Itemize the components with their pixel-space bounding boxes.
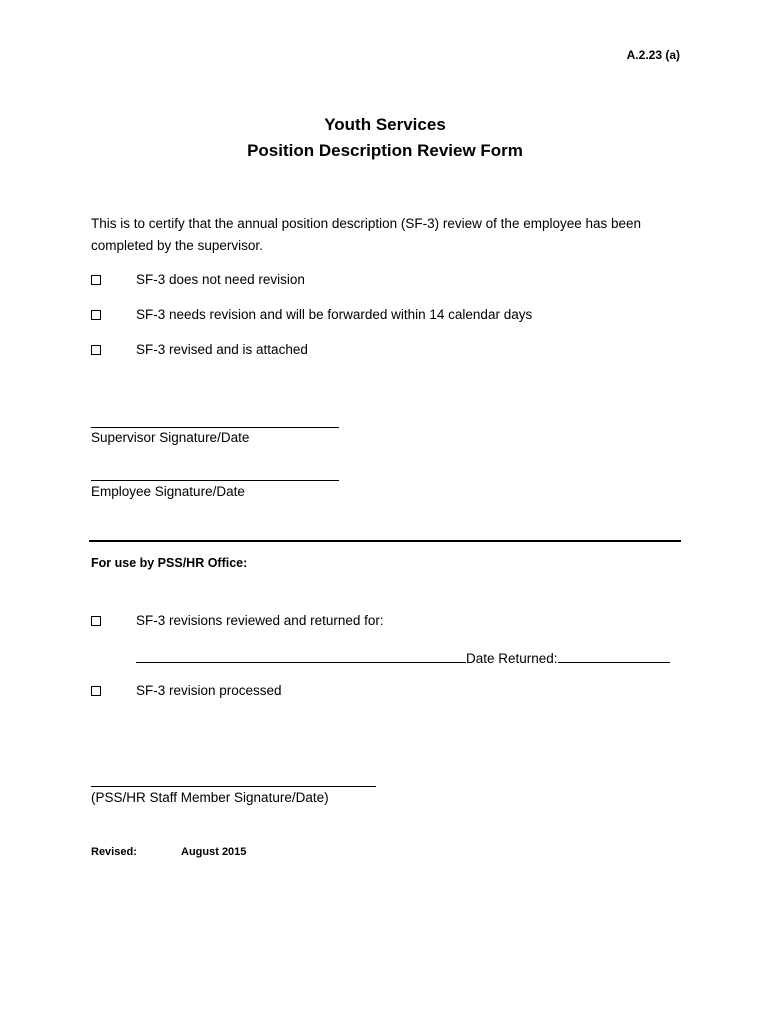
option-label: SF-3 needs revision and will be forwarded within 14 calendar days <box>136 307 533 322</box>
form-title-line1: Youth Services <box>324 115 446 134</box>
form-title-line2: Position Description Review Form <box>247 141 523 160</box>
returned-for-field[interactable] <box>136 647 466 663</box>
section-divider <box>89 540 681 542</box>
checkbox-revision-processed[interactable] <box>91 686 101 696</box>
revised-date: August 2015 <box>181 846 247 858</box>
returned-for-row <box>136 647 670 667</box>
office-section-heading: For use by PSS/HR Office: <box>91 556 248 570</box>
form-code: A.2.23 (a) <box>626 48 680 62</box>
option-label: SF-3 revisions reviewed and returned for: <box>136 613 384 628</box>
checkbox-needs-revision[interactable] <box>91 310 101 320</box>
option-label: SF-3 does not need revision <box>136 272 305 287</box>
staff-signature-label: (PSS/HR Staff Member Signature/Date) <box>91 790 329 805</box>
supervisor-signature-line[interactable] <box>91 427 339 428</box>
staff-signature-line[interactable] <box>91 786 376 787</box>
revised-label: Revised: <box>91 846 137 858</box>
option-label: SF-3 revision processed <box>136 683 282 698</box>
certification-text: This is to certify that the annual position description (SF-3) review of the employee has been completed by the supervisor. <box>91 216 642 253</box>
checkbox-reviewed-returned[interactable] <box>91 616 101 626</box>
checkbox-no-revision[interactable] <box>91 275 101 285</box>
date-returned-label: Date Returned: <box>466 651 558 666</box>
employee-signature-label: Employee Signature/Date <box>91 484 245 499</box>
date-returned-field[interactable] <box>558 647 670 663</box>
checkbox-revised-attached[interactable] <box>91 345 101 355</box>
supervisor-signature-label: Supervisor Signature/Date <box>91 430 250 445</box>
employee-signature-line[interactable] <box>91 480 339 481</box>
option-label: SF-3 revised and is attached <box>136 342 308 357</box>
